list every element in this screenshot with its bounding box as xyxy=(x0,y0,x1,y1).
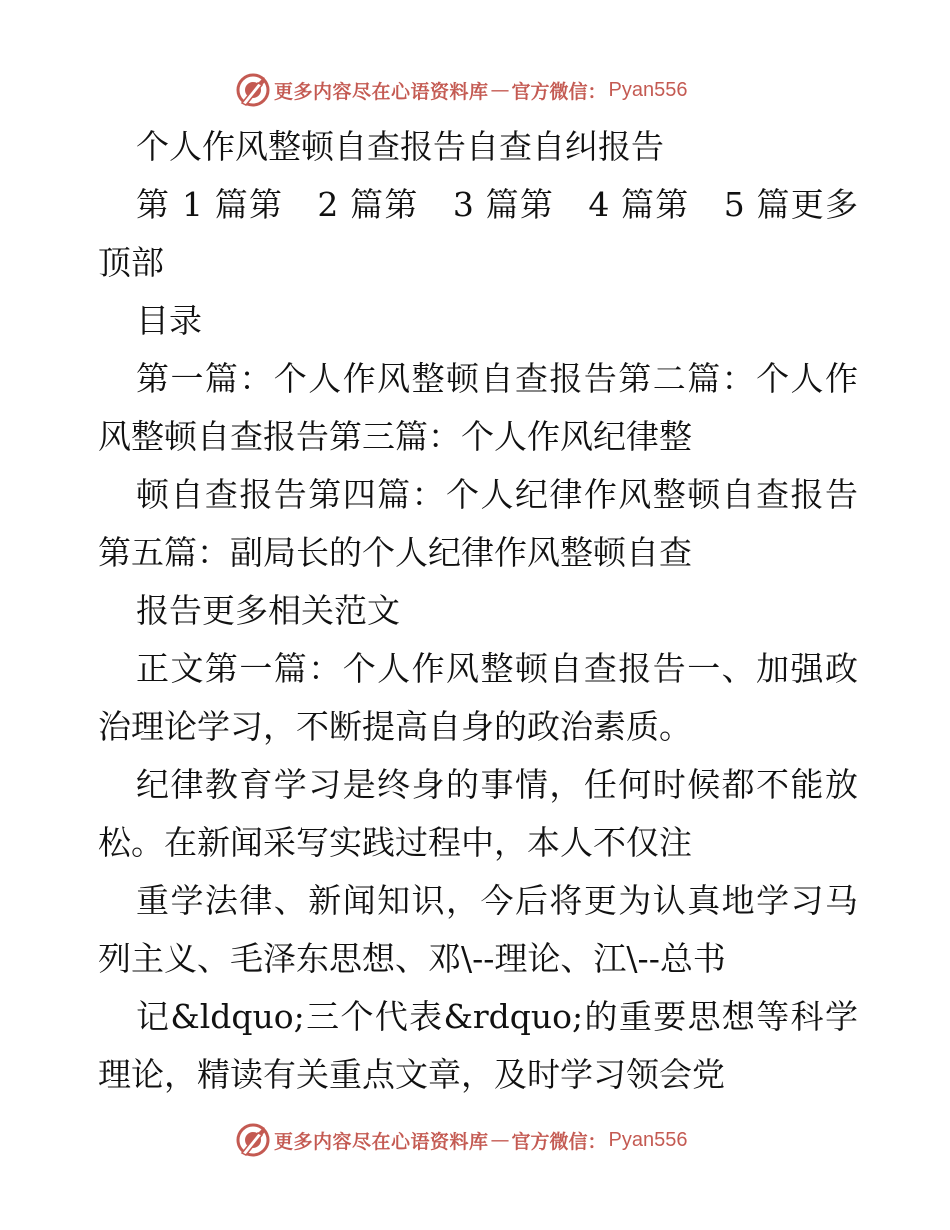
watermark-text: 更多内容尽在心语资料库 xyxy=(274,1130,489,1153)
body-paragraph: 纪律教育学习是终身的事情，任何时候都不能放松。在新闻采写实践过程中，本人不仅注 xyxy=(98,765,858,862)
watermark-wechat-id: Pyan556 xyxy=(608,78,688,101)
document-body xyxy=(98,118,858,1104)
toc-paragraph: 报告更多相关范文 xyxy=(136,591,400,630)
body-paragraph: 记&ldquo;三个代表&rdquo;的重要思想等科学理论，精读有关重点文章，及时学习领会党 xyxy=(98,997,858,1094)
watermark-wechat-id: Pyan556 xyxy=(608,1128,688,1151)
body-paragraph: 重学法律、新闻知识，今后将更为认真地学习马列主义、毛泽东思想、邓\--理论、江\--总书 xyxy=(98,881,858,978)
watermark-text: 更多内容尽在心语资料库 xyxy=(274,80,489,103)
toc-paragraph: 第一篇：个人作风整顿自查报告第二篇：个人作风整顿自查报告第三篇：个人作风纪律整 xyxy=(98,359,858,456)
toc-heading: 目录 xyxy=(136,301,202,340)
footer-watermark xyxy=(236,1122,688,1158)
watermark-separator: — xyxy=(490,1129,510,1151)
pen-logo-icon xyxy=(236,1123,270,1157)
pen-logo-icon xyxy=(236,73,270,107)
watermark-separator: — xyxy=(490,79,510,101)
watermark-wechat-label: 官方微信： xyxy=(511,1130,607,1153)
body-paragraph: 正文第一篇：个人作风整顿自查报告一、加强政治理论学习，不断提高自身的政治素质。 xyxy=(98,649,858,746)
document-title: 个人作风整顿自查报告自查自纠报告 xyxy=(136,127,664,166)
header-watermark xyxy=(236,72,688,108)
chapter-nav-line: 第 1 篇第 2 篇第 3 篇第 4 篇第 5 篇更多顶部 xyxy=(98,185,858,282)
toc-paragraph: 顿自查报告第四篇：个人纪律作风整顿自查报告第五篇：副局长的个人纪律作风整顿自查 xyxy=(98,475,858,572)
watermark-wechat-label: 官方微信： xyxy=(511,80,607,103)
